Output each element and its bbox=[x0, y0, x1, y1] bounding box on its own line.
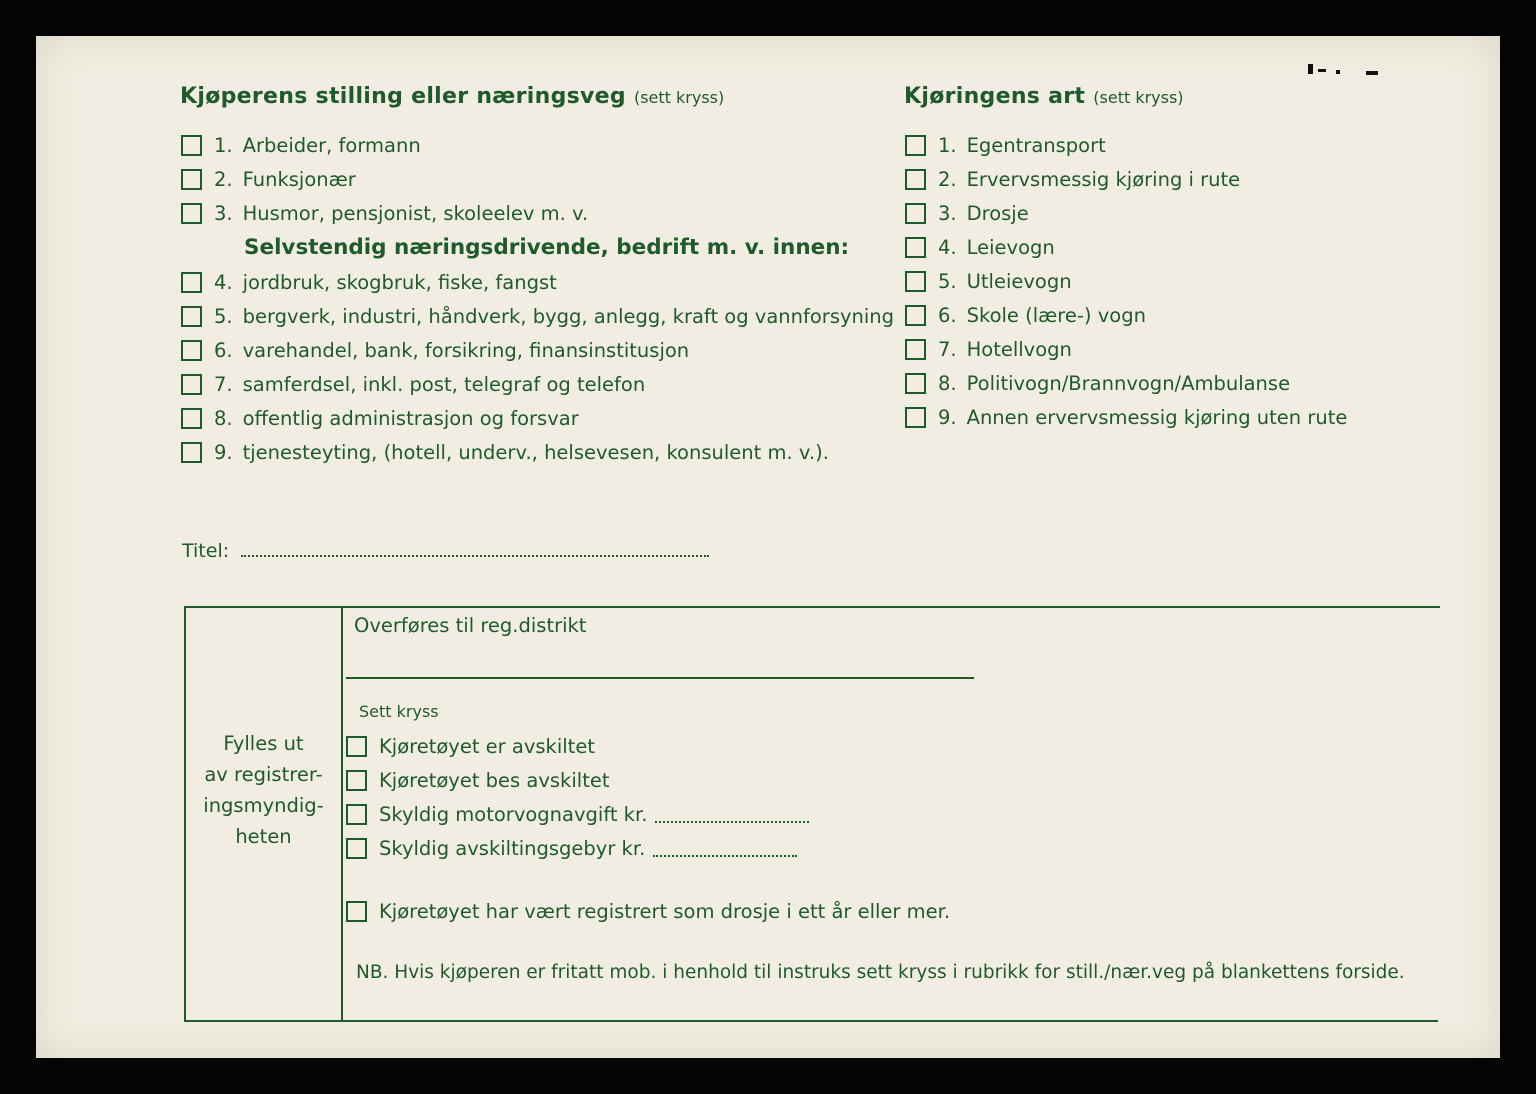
check-deregistration-fee-owed[interactable] bbox=[346, 837, 797, 860]
option-number: 5. bbox=[214, 305, 233, 328]
checkbox[interactable] bbox=[181, 442, 202, 463]
checkbox[interactable] bbox=[905, 135, 926, 156]
driving-type-option-9[interactable] bbox=[905, 406, 1347, 429]
checkbox[interactable] bbox=[181, 374, 202, 395]
option-number: 4. bbox=[938, 236, 957, 259]
option-label: Arbeider, formann bbox=[242, 134, 421, 157]
registry-box-top-border bbox=[184, 606, 1440, 608]
driving-type-option-5[interactable] bbox=[905, 270, 1072, 293]
scan-mark bbox=[1318, 69, 1326, 72]
driving-type-option-4[interactable] bbox=[905, 236, 1055, 259]
registry-side-label bbox=[186, 728, 341, 852]
self-employed-subheading: Selvstendig næringsdrivende, bedrift m. v. innen: bbox=[244, 235, 850, 260]
driving-type-option-1[interactable] bbox=[905, 134, 1106, 157]
check-label: Skyldig motorvognavgift kr. bbox=[379, 803, 648, 826]
option-label: tjenesteyting, (hotell, underv., helsevesen, konsulent m. v.). bbox=[242, 441, 829, 464]
option-label: bergverk, industri, håndverk, bygg, anlegg, kraft og vannforsyning bbox=[242, 305, 895, 328]
driving-type-option-3[interactable] bbox=[905, 202, 1029, 225]
title-field[interactable] bbox=[182, 540, 709, 562]
option-number: 4. bbox=[214, 271, 233, 294]
option-label: Utleievogn bbox=[966, 270, 1072, 293]
checkbox[interactable] bbox=[346, 838, 367, 859]
option-label: Funksjonær bbox=[242, 168, 356, 191]
occupation-option-8[interactable] bbox=[181, 407, 579, 430]
option-number: 2. bbox=[938, 168, 957, 191]
checkbox[interactable] bbox=[905, 271, 926, 292]
form-page bbox=[36, 36, 1500, 1058]
check-note: Sett kryss bbox=[359, 702, 439, 721]
option-number: 5. bbox=[938, 270, 957, 293]
checkbox[interactable] bbox=[181, 340, 202, 361]
check-vehicle-tax-owed[interactable] bbox=[346, 803, 809, 826]
check-label: Kjøretøyet bes avskiltet bbox=[379, 769, 610, 792]
checkbox[interactable] bbox=[346, 804, 367, 825]
registry-box-divider bbox=[341, 607, 343, 1020]
option-number: 9. bbox=[938, 406, 957, 429]
checkbox[interactable] bbox=[905, 373, 926, 394]
right-section-note: (sett kryss) bbox=[1093, 88, 1184, 107]
checkbox[interactable] bbox=[905, 339, 926, 360]
checkbox[interactable] bbox=[181, 203, 202, 224]
check-label: Kjøretøyet er avskiltet bbox=[379, 735, 595, 758]
checkbox[interactable] bbox=[346, 770, 367, 791]
nb-note: NB. Hvis kjøperen er fritatt mob. i henhold til instruks sett kryss i rubrikk for still./nær.veg på blankettens forside. bbox=[356, 962, 1405, 983]
checkbox[interactable] bbox=[905, 305, 926, 326]
side-label-line-2: av registrer- bbox=[204, 763, 323, 786]
occupation-option-1[interactable] bbox=[181, 134, 421, 157]
driving-type-option-6[interactable] bbox=[905, 304, 1146, 327]
option-number: 1. bbox=[214, 134, 233, 157]
checkbox[interactable] bbox=[346, 901, 367, 922]
checkbox[interactable] bbox=[181, 408, 202, 429]
checkbox[interactable] bbox=[181, 135, 202, 156]
left-section-note: (sett kryss) bbox=[633, 88, 725, 107]
transfer-district-input-line[interactable] bbox=[346, 677, 974, 679]
check-request-deregister[interactable] bbox=[346, 769, 609, 792]
option-number: 8. bbox=[938, 372, 957, 395]
option-label: jordbruk, skogbruk, fiske, fangst bbox=[242, 271, 557, 294]
checkbox[interactable] bbox=[905, 407, 926, 428]
option-number: 7. bbox=[214, 373, 233, 396]
option-number: 3. bbox=[938, 202, 957, 225]
occupation-option-7[interactable] bbox=[181, 373, 645, 396]
check-label: Kjøretøyet har vært registrert som drosje i ett år eller mer. bbox=[379, 900, 951, 923]
checkbox[interactable] bbox=[346, 736, 367, 757]
option-number: 3. bbox=[214, 202, 233, 225]
option-label: Drosje bbox=[966, 202, 1029, 225]
checkbox[interactable] bbox=[181, 306, 202, 327]
registry-box-bottom-border bbox=[184, 1020, 1438, 1022]
driving-type-option-7[interactable] bbox=[905, 338, 1072, 361]
occupation-option-2[interactable] bbox=[181, 168, 356, 191]
scan-mark bbox=[1336, 70, 1340, 74]
option-number: 6. bbox=[214, 339, 233, 362]
checkbox[interactable] bbox=[905, 203, 926, 224]
left-section-header bbox=[180, 84, 724, 109]
option-label: Politivogn/Brannvogn/Ambulanse bbox=[966, 372, 1291, 395]
option-number: 1. bbox=[938, 134, 957, 157]
occupation-option-3[interactable] bbox=[181, 202, 588, 225]
transfer-district-label: Overføres til reg.distrikt bbox=[354, 614, 587, 637]
checkbox[interactable] bbox=[181, 272, 202, 293]
side-label-line-3: ingsmyndig- bbox=[203, 794, 324, 817]
option-number: 7. bbox=[938, 338, 957, 361]
check-deregistered[interactable] bbox=[346, 735, 595, 758]
option-label: Skole (lære-) vogn bbox=[966, 304, 1146, 327]
occupation-option-6[interactable] bbox=[181, 339, 689, 362]
check-label: Skyldig avskiltingsgebyr kr. bbox=[379, 837, 646, 860]
title-field-dotted-line[interactable] bbox=[241, 541, 709, 557]
scan-mark bbox=[1308, 64, 1313, 74]
option-label: Annen ervervsmessig kjøring uten rute bbox=[966, 406, 1348, 429]
title-field-label: Titel: bbox=[182, 540, 230, 562]
right-section-title: Kjøringens art bbox=[904, 84, 1086, 109]
left-section-title: Kjøperens stilling eller næringsveg bbox=[180, 84, 626, 109]
option-number: 9. bbox=[214, 441, 233, 464]
scan-mark bbox=[1366, 71, 1378, 75]
checkbox[interactable] bbox=[905, 169, 926, 190]
option-label: Hotellvogn bbox=[966, 338, 1072, 361]
option-label: Egentransport bbox=[966, 134, 1106, 157]
tax-amount-field[interactable] bbox=[655, 807, 809, 823]
occupation-option-9[interactable] bbox=[181, 441, 829, 464]
driving-type-option-8[interactable] bbox=[905, 372, 1290, 395]
option-label: offentlig administrasjon og forsvar bbox=[242, 407, 579, 430]
option-label: samferdsel, inkl. post, telegraf og telefon bbox=[242, 373, 646, 396]
checkbox[interactable] bbox=[181, 169, 202, 190]
option-label: varehandel, bank, forsikring, finansinstitusjon bbox=[242, 339, 690, 362]
driving-type-option-2[interactable] bbox=[905, 168, 1240, 191]
right-section-header bbox=[904, 84, 1184, 109]
occupation-option-5[interactable] bbox=[181, 305, 894, 328]
option-number: 2. bbox=[214, 168, 233, 191]
checkbox[interactable] bbox=[905, 237, 926, 258]
option-label: Husmor, pensjonist, skoleelev m. v. bbox=[242, 202, 589, 225]
side-label-line-1: Fylles ut bbox=[223, 732, 304, 755]
option-number: 6. bbox=[938, 304, 957, 327]
option-label: Ervervsmessig kjøring i rute bbox=[966, 168, 1241, 191]
fee-amount-field[interactable] bbox=[653, 841, 797, 857]
option-label: Leievogn bbox=[966, 236, 1055, 259]
side-label-line-4: heten bbox=[235, 825, 292, 848]
check-taxi-history[interactable] bbox=[346, 900, 950, 923]
option-number: 8. bbox=[214, 407, 233, 430]
occupation-option-4[interactable] bbox=[181, 271, 557, 294]
